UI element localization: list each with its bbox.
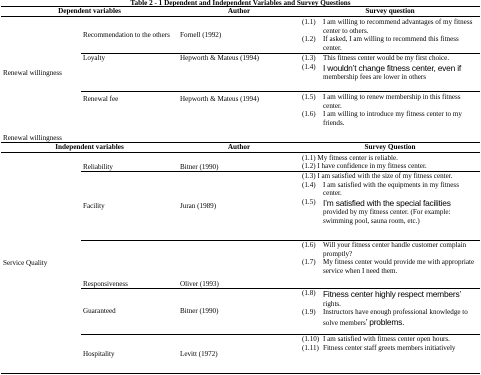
question-text-emphasis: I’m satisfied with the special facilities [323,197,451,208]
dimension-cell: Recommendation to the others [81,17,178,54]
dependent-header-row [1,7,480,17]
dimension-cell: Reliability [81,153,178,172]
survey-question [300,63,480,82]
author-cell: Hepworth & Mateus (1994) [178,54,300,92]
question-cell [300,17,480,54]
question-number: (1.7) [302,258,316,266]
dependent-variable-cell [1,17,81,143]
author-cell: Hepworth & Mateus (1994) [178,92,300,143]
question-text: provided by my fitness center. (For example: swimming pool, sauna room, etc.) [323,208,451,225]
independent-variables-header: Independent variables [1,143,178,153]
question-cell [300,92,480,143]
survey-question [300,198,480,226]
question-text: I am willing to recommend advantages of my fitness center to others. [323,18,473,35]
survey-question-header: Survey question [300,7,480,17]
question-cell [300,241,480,289]
question-cell [300,54,480,92]
survey-question [300,289,480,308]
question-text: membership fees are lower in others [323,73,427,81]
dimension-cell: Responsiveness [81,241,178,289]
survey-question [300,335,480,344]
survey-question [300,241,480,258]
question-cell [300,153,480,172]
survey-question: (1.1) My fitness center is reliable. [302,153,398,162]
question-number: (1.9) [302,308,316,316]
question-text: Instructors have enough professional knowledge to solve members [323,308,468,327]
question-text: I am willing to renew membership in this fitness center. [323,93,461,110]
author-cell: Oliver (1993) [178,241,300,289]
question-text: I am satisfied with fitness center open hours. [323,335,450,343]
survey-question [300,110,480,127]
question-cell [300,172,480,241]
author-cell: Juran (1989) [178,172,300,241]
dimension-cell: Hospitality [81,335,178,374]
dependent-variable-label-repeat: Renewal willingness [3,133,62,142]
question-number: (1.10) [302,335,320,343]
dimension-cell: Loyalty [81,54,178,92]
survey-question [300,93,480,110]
question-number: (1.5) [302,93,316,101]
question-number: (1.3) [302,54,316,62]
table-row [1,153,480,172]
survey-question [300,344,480,353]
question-text: I am satisfied with the equipments in my fitness center. [323,180,459,197]
question-text: This fitness center would be my first choice. [323,54,450,62]
author-header: Author [178,143,300,153]
question-text-emphasis: Fitness center highly respect members’ [323,289,462,299]
survey-question [300,181,480,198]
question-number: (1.4) [302,180,316,189]
variables-table [1,6,480,374]
survey-question: (1.2) I have confidence in my fitness center. [302,162,427,170]
question-text: My fitness center would provide me with appropriate service when I need them. [323,258,475,275]
table-row [1,17,480,54]
question-cell [300,335,480,374]
author-cell: Bitner (1990) [178,289,300,335]
survey-question [300,18,480,35]
dependent-variable-label: Renewal willingness [3,69,62,77]
dimension-cell: Guaranteed [81,289,178,335]
survey-question-header: Survey Question [300,143,480,153]
question-number: (1.4) [302,62,316,71]
question-text: rights. [323,299,341,308]
survey-question: (1.3) I am satisfied with the size of my fitness center. [302,172,453,180]
author-cell: Bitner (1990) [178,153,300,172]
question-text: Will your fitness center handle customer complain promptly? [323,241,467,258]
author-cell: Fornell (1992) [178,17,300,54]
question-number: (1.6) [302,241,316,249]
question-number: (1.2) [302,35,316,43]
question-text: If asked, I am willing to recommend this fitness center. [323,35,459,52]
question-number: (1.1) [302,18,316,26]
question-number: (1.5) [302,197,316,206]
question-cell [300,289,480,335]
dimension-cell: Renewal fee [81,92,178,143]
survey-question [300,54,480,63]
question-text: Fitness center staff greets members initiatively [323,343,456,352]
survey-question [300,308,480,327]
question-number: (1.11) [302,343,319,352]
independent-variable-cell [1,153,81,374]
question-text: I am willing to introduce my fitness center to my friends. [323,110,462,127]
survey-question [300,258,480,275]
question-text-emphasis: ’ problems. [365,316,405,327]
author-cell: Levitt (1972) [178,335,300,374]
question-number: (1.8) [302,289,316,297]
survey-question [300,35,480,52]
question-number: (1.6) [302,110,316,118]
question-text-emphasis: I wouldn’t change fitness center, even if [323,62,462,73]
dependent-variables-header: Dependent variables [1,7,178,17]
independent-variable-label: Service Quality [3,258,48,267]
dimension-cell: Facility [81,172,178,241]
table-caption: Table 2 - 1 Dependent and Independent Variables and Survey Questions [130,0,351,7]
independent-header-row [1,143,480,153]
author-header: Author [178,7,300,17]
